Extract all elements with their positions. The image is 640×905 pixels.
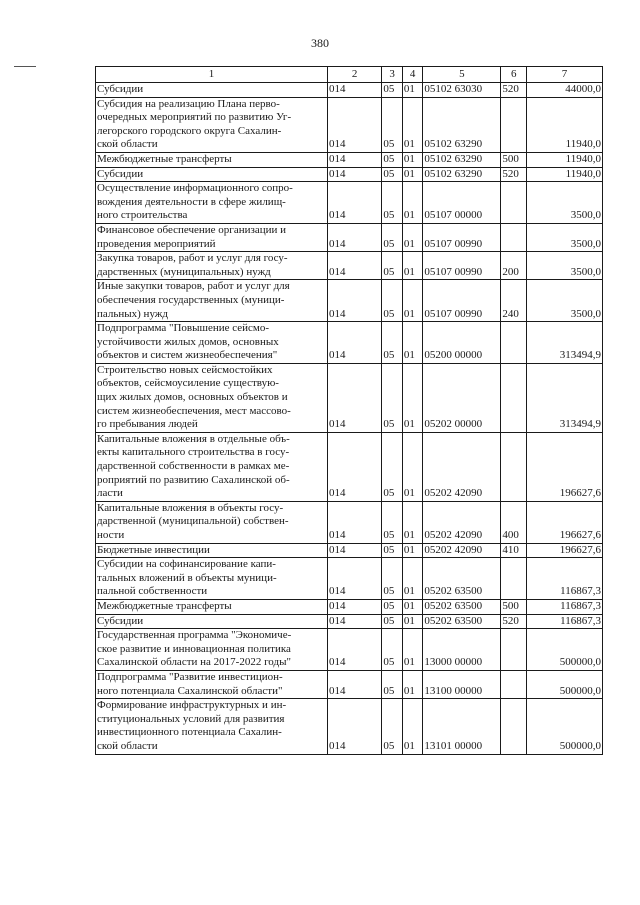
table-row: [96, 322, 603, 364]
row-target-cell: 05107 00990: [423, 252, 501, 280]
row-expense-type-cell: 200: [501, 252, 527, 280]
row-name-cell: Осуществление информационного сопро- вождения деятельности в сфере жилищ- ного строительства: [96, 182, 328, 224]
row-expense-type-cell: [501, 670, 527, 698]
row-subsection-cell: 01: [402, 280, 423, 322]
table-row: [96, 152, 603, 167]
row-expense-type-cell: [501, 322, 527, 364]
row-subsection-cell: 01: [402, 223, 423, 251]
row-amount-cell: 3500,0: [527, 223, 603, 251]
table-row: [96, 432, 603, 501]
row-code-cell: 014: [327, 280, 381, 322]
row-target-cell: 05200 00000: [423, 322, 501, 364]
row-expense-type-cell: [501, 432, 527, 501]
row-amount-cell: 3500,0: [527, 280, 603, 322]
row-expense-type-cell: 410: [501, 543, 527, 558]
row-target-cell: 05202 42090: [423, 543, 501, 558]
table-row: [96, 543, 603, 558]
row-section-cell: 05: [382, 363, 403, 432]
table-row: [96, 83, 603, 98]
row-subsection-cell: 01: [402, 83, 423, 98]
row-subsection-cell: 01: [402, 699, 423, 754]
header-col-6: 6: [501, 67, 527, 83]
row-code-cell: 014: [327, 83, 381, 98]
row-code-cell: 014: [327, 97, 381, 152]
row-target-cell: 05102 63030: [423, 83, 501, 98]
row-section-cell: 05: [382, 699, 403, 754]
budget-table-container: [95, 66, 603, 755]
row-subsection-cell: 01: [402, 363, 423, 432]
row-subsection-cell: 01: [402, 614, 423, 629]
table-row: [96, 670, 603, 698]
row-target-cell: 05102 63290: [423, 152, 501, 167]
header-col-1: 1: [96, 67, 328, 83]
row-subsection-cell: 01: [402, 629, 423, 671]
row-subsection-cell: 01: [402, 432, 423, 501]
table-row: [96, 699, 603, 754]
row-section-cell: 05: [382, 167, 403, 182]
row-name-cell: Финансовое обеспечение организации и проведения мероприятий: [96, 223, 328, 251]
row-name-cell: Капитальные вложения в объекты госу- дарственной (муниципальной) собствен- ности: [96, 501, 328, 543]
row-target-cell: 05202 42090: [423, 501, 501, 543]
row-code-cell: 014: [327, 182, 381, 224]
row-section-cell: 05: [382, 252, 403, 280]
row-code-cell: 014: [327, 152, 381, 167]
row-subsection-cell: 01: [402, 322, 423, 364]
row-section-cell: 05: [382, 558, 403, 600]
table-row: [96, 97, 603, 152]
table-body: [96, 83, 603, 755]
row-section-cell: 05: [382, 543, 403, 558]
row-code-cell: 014: [327, 670, 381, 698]
row-amount-cell: 313494,9: [527, 322, 603, 364]
row-section-cell: 05: [382, 97, 403, 152]
row-target-cell: 13000 00000: [423, 629, 501, 671]
row-amount-cell: 3500,0: [527, 182, 603, 224]
table-row: [96, 182, 603, 224]
table-row: [96, 280, 603, 322]
row-target-cell: 05202 63500: [423, 599, 501, 614]
row-target-cell: 05202 63500: [423, 614, 501, 629]
row-section-cell: 05: [382, 223, 403, 251]
row-expense-type-cell: [501, 558, 527, 600]
row-expense-type-cell: [501, 629, 527, 671]
row-code-cell: 014: [327, 501, 381, 543]
header-col-4: 4: [402, 67, 423, 83]
table-row: [96, 167, 603, 182]
row-name-cell: Иные закупки товаров, работ и услуг для обеспечения государственных (муници- пальных) нужд: [96, 280, 328, 322]
row-code-cell: 014: [327, 432, 381, 501]
row-subsection-cell: 01: [402, 558, 423, 600]
row-amount-cell: 11940,0: [527, 167, 603, 182]
row-expense-type-cell: [501, 223, 527, 251]
row-section-cell: 05: [382, 432, 403, 501]
row-subsection-cell: 01: [402, 599, 423, 614]
row-code-cell: 014: [327, 614, 381, 629]
row-name-cell: Подпрограмма "Развитие инвестицион- ного потенциала Сахалинской области": [96, 670, 328, 698]
row-name-cell: Строительство новых сейсмостойких объектов, сейсмоусиление существую- щих жилых домов, основных объектов и систем жизнеобеспечения, мест массово- го пребывания людей: [96, 363, 328, 432]
row-target-cell: 05202 42090: [423, 432, 501, 501]
row-name-cell: Межбюджетные трансферты: [96, 152, 328, 167]
row-expense-type-cell: 500: [501, 599, 527, 614]
row-target-cell: 05102 63290: [423, 167, 501, 182]
row-expense-type-cell: 520: [501, 614, 527, 629]
table-row: [96, 223, 603, 251]
row-subsection-cell: 01: [402, 152, 423, 167]
row-expense-type-cell: 520: [501, 83, 527, 98]
row-section-cell: 05: [382, 152, 403, 167]
row-name-cell: Субсидии: [96, 167, 328, 182]
row-section-cell: 05: [382, 670, 403, 698]
row-expense-type-cell: [501, 699, 527, 754]
row-name-cell: Субсидии: [96, 614, 328, 629]
table-row: [96, 501, 603, 543]
row-amount-cell: 500000,0: [527, 699, 603, 754]
row-amount-cell: 3500,0: [527, 252, 603, 280]
row-amount-cell: 11940,0: [527, 152, 603, 167]
row-code-cell: 014: [327, 223, 381, 251]
row-expense-type-cell: 500: [501, 152, 527, 167]
row-name-cell: Капитальные вложения в отдельные объ- екты капитального строительства в госу- дарственной собственности в рамках ме- роприятий по развитию Сахалинской об- ласти: [96, 432, 328, 501]
row-code-cell: 014: [327, 629, 381, 671]
header-col-5: 5: [423, 67, 501, 83]
row-target-cell: 05107 00990: [423, 280, 501, 322]
row-section-cell: 05: [382, 599, 403, 614]
row-expense-type-cell: 400: [501, 501, 527, 543]
table-row: [96, 363, 603, 432]
row-subsection-cell: 01: [402, 252, 423, 280]
row-code-cell: 014: [327, 252, 381, 280]
header-row: [96, 67, 603, 83]
row-subsection-cell: 01: [402, 167, 423, 182]
row-subsection-cell: 01: [402, 543, 423, 558]
row-expense-type-cell: [501, 97, 527, 152]
row-amount-cell: 116867,3: [527, 558, 603, 600]
row-subsection-cell: 01: [402, 501, 423, 543]
row-name-cell: Подпрограмма "Повышение сейсмо- устойчивости жилых домов, основных объектов и систем жизнеобеспечения": [96, 322, 328, 364]
row-amount-cell: 116867,3: [527, 614, 603, 629]
row-code-cell: 014: [327, 558, 381, 600]
row-code-cell: 014: [327, 167, 381, 182]
table-row: [96, 558, 603, 600]
row-name-cell: Субсидии: [96, 83, 328, 98]
row-code-cell: 014: [327, 699, 381, 754]
header-col-2: 2: [327, 67, 381, 83]
row-expense-type-cell: [501, 363, 527, 432]
row-target-cell: 05202 63500: [423, 558, 501, 600]
row-section-cell: 05: [382, 182, 403, 224]
row-name-cell: Бюджетные инвестиции: [96, 543, 328, 558]
budget-table: [95, 66, 603, 755]
row-name-cell: Закупка товаров, работ и услуг для госу- дарственных (муниципальных) нужд: [96, 252, 328, 280]
row-code-cell: 014: [327, 599, 381, 614]
row-name-cell: Государственная программа "Экономиче- ское развитие и инновационная политика Сахалинской области на 2017-2022 годы": [96, 629, 328, 671]
row-name-cell: Субсидия на реализацию Плана перво- очередных мероприятий по развитию Уг- легорского городского округа Сахалин- ской области: [96, 97, 328, 152]
row-amount-cell: 116867,3: [527, 599, 603, 614]
row-amount-cell: 500000,0: [527, 670, 603, 698]
header-col-7: 7: [527, 67, 603, 83]
row-target-cell: 05107 00000: [423, 182, 501, 224]
row-target-cell: 13100 00000: [423, 670, 501, 698]
row-amount-cell: 500000,0: [527, 629, 603, 671]
row-section-cell: 05: [382, 322, 403, 364]
row-amount-cell: 11940,0: [527, 97, 603, 152]
table-row: [96, 252, 603, 280]
row-expense-type-cell: 520: [501, 167, 527, 182]
row-amount-cell: 44000,0: [527, 83, 603, 98]
row-section-cell: 05: [382, 501, 403, 543]
row-expense-type-cell: 240: [501, 280, 527, 322]
table-row: [96, 599, 603, 614]
row-subsection-cell: 01: [402, 97, 423, 152]
row-target-cell: 05107 00990: [423, 223, 501, 251]
row-subsection-cell: 01: [402, 670, 423, 698]
row-target-cell: 05202 00000: [423, 363, 501, 432]
row-section-cell: 05: [382, 614, 403, 629]
row-amount-cell: 196627,6: [527, 543, 603, 558]
row-name-cell: Межбюджетные трансферты: [96, 599, 328, 614]
row-target-cell: 05102 63290: [423, 97, 501, 152]
row-name-cell: Субсидии на софинансирование капи- тальных вложений в объекты муници- пальной собственности: [96, 558, 328, 600]
row-name-cell: Формирование инфраструктурных и ин- ституциональных условий для развития инвестиционного потенциала Сахалин- ской области: [96, 699, 328, 754]
row-code-cell: 014: [327, 322, 381, 364]
row-section-cell: 05: [382, 280, 403, 322]
table-row: [96, 629, 603, 671]
row-subsection-cell: 01: [402, 182, 423, 224]
row-code-cell: 014: [327, 363, 381, 432]
header-col-3: 3: [382, 67, 403, 83]
page-number: 380: [311, 36, 329, 50]
row-amount-cell: 196627,6: [527, 501, 603, 543]
row-section-cell: 05: [382, 629, 403, 671]
margin-mark: [14, 66, 36, 67]
row-expense-type-cell: [501, 182, 527, 224]
row-section-cell: 05: [382, 83, 403, 98]
row-target-cell: 13101 00000: [423, 699, 501, 754]
row-amount-cell: 196627,6: [527, 432, 603, 501]
table-row: [96, 614, 603, 629]
row-amount-cell: 313494,9: [527, 363, 603, 432]
row-code-cell: 014: [327, 543, 381, 558]
